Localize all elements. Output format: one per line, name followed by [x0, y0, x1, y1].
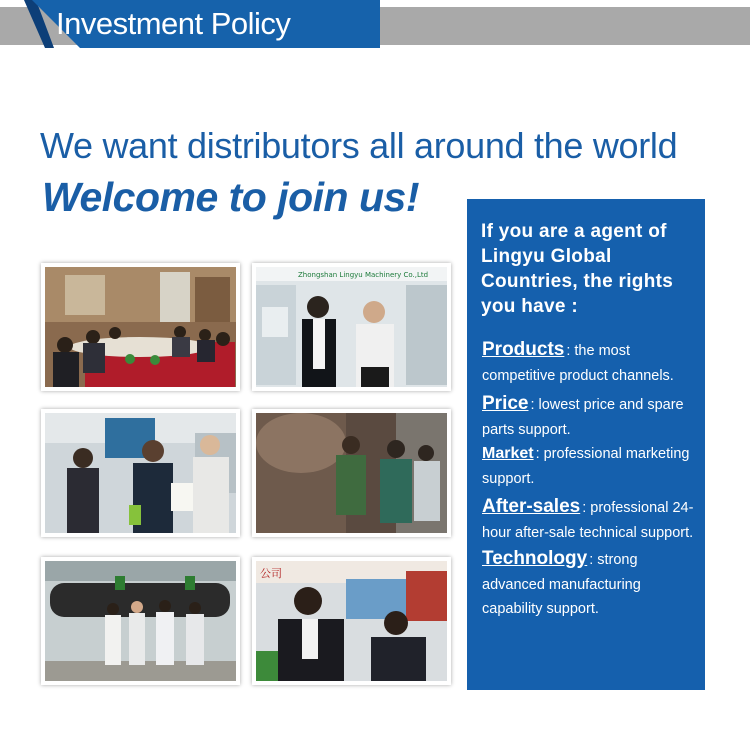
right-price: Price : lowest price and spare parts support. [482, 393, 684, 438]
panel-intro: If you are a agent of Lingyu Global Countries, the rights you have : [481, 221, 674, 317]
photo-factory [252, 409, 451, 537]
right-after-sales: After-sales : professional 24-hour after-sale technical support. [482, 496, 694, 541]
photo-meeting [41, 263, 240, 391]
header-bar [0, 0, 750, 48]
exhibition-sign-text: 公司 [260, 567, 282, 580]
right-text: strong advanced manufacturing capability support. [482, 552, 641, 617]
right-key: Products [482, 339, 565, 360]
right-key: Market [482, 445, 534, 462]
rights-list [482, 338, 700, 622]
agent-rights-panel [467, 199, 705, 690]
photo-exhibition [252, 557, 451, 685]
right-technology: Technology : strong advanced manufacturing capability support. [482, 548, 641, 617]
right-text: the most competitive product channels. [482, 343, 674, 384]
photo-group-machine [41, 557, 240, 685]
right-text: professional marketing support. [482, 446, 690, 487]
photo-booth [252, 263, 451, 391]
right-key: After-sales [482, 496, 581, 517]
right-market: Market : professional marketing support. [482, 445, 690, 487]
right-text: lowest price and spare parts support. [482, 397, 684, 438]
headline: We want distributors all around the world [40, 125, 678, 166]
right-key: Technology [482, 548, 588, 569]
welcome-text: Welcome to join us! [42, 174, 419, 220]
photo-brochure [41, 409, 240, 537]
booth-banner-text: Zhongshan Lingyu Machinery Co.,Ltd [298, 271, 429, 279]
page-title: Investment Policy [56, 6, 291, 41]
right-products: Products : the most competitive product channels. [482, 339, 674, 384]
right-key: Price [482, 393, 529, 414]
right-text: professional 24-hour after-sale technical support. [482, 500, 694, 541]
